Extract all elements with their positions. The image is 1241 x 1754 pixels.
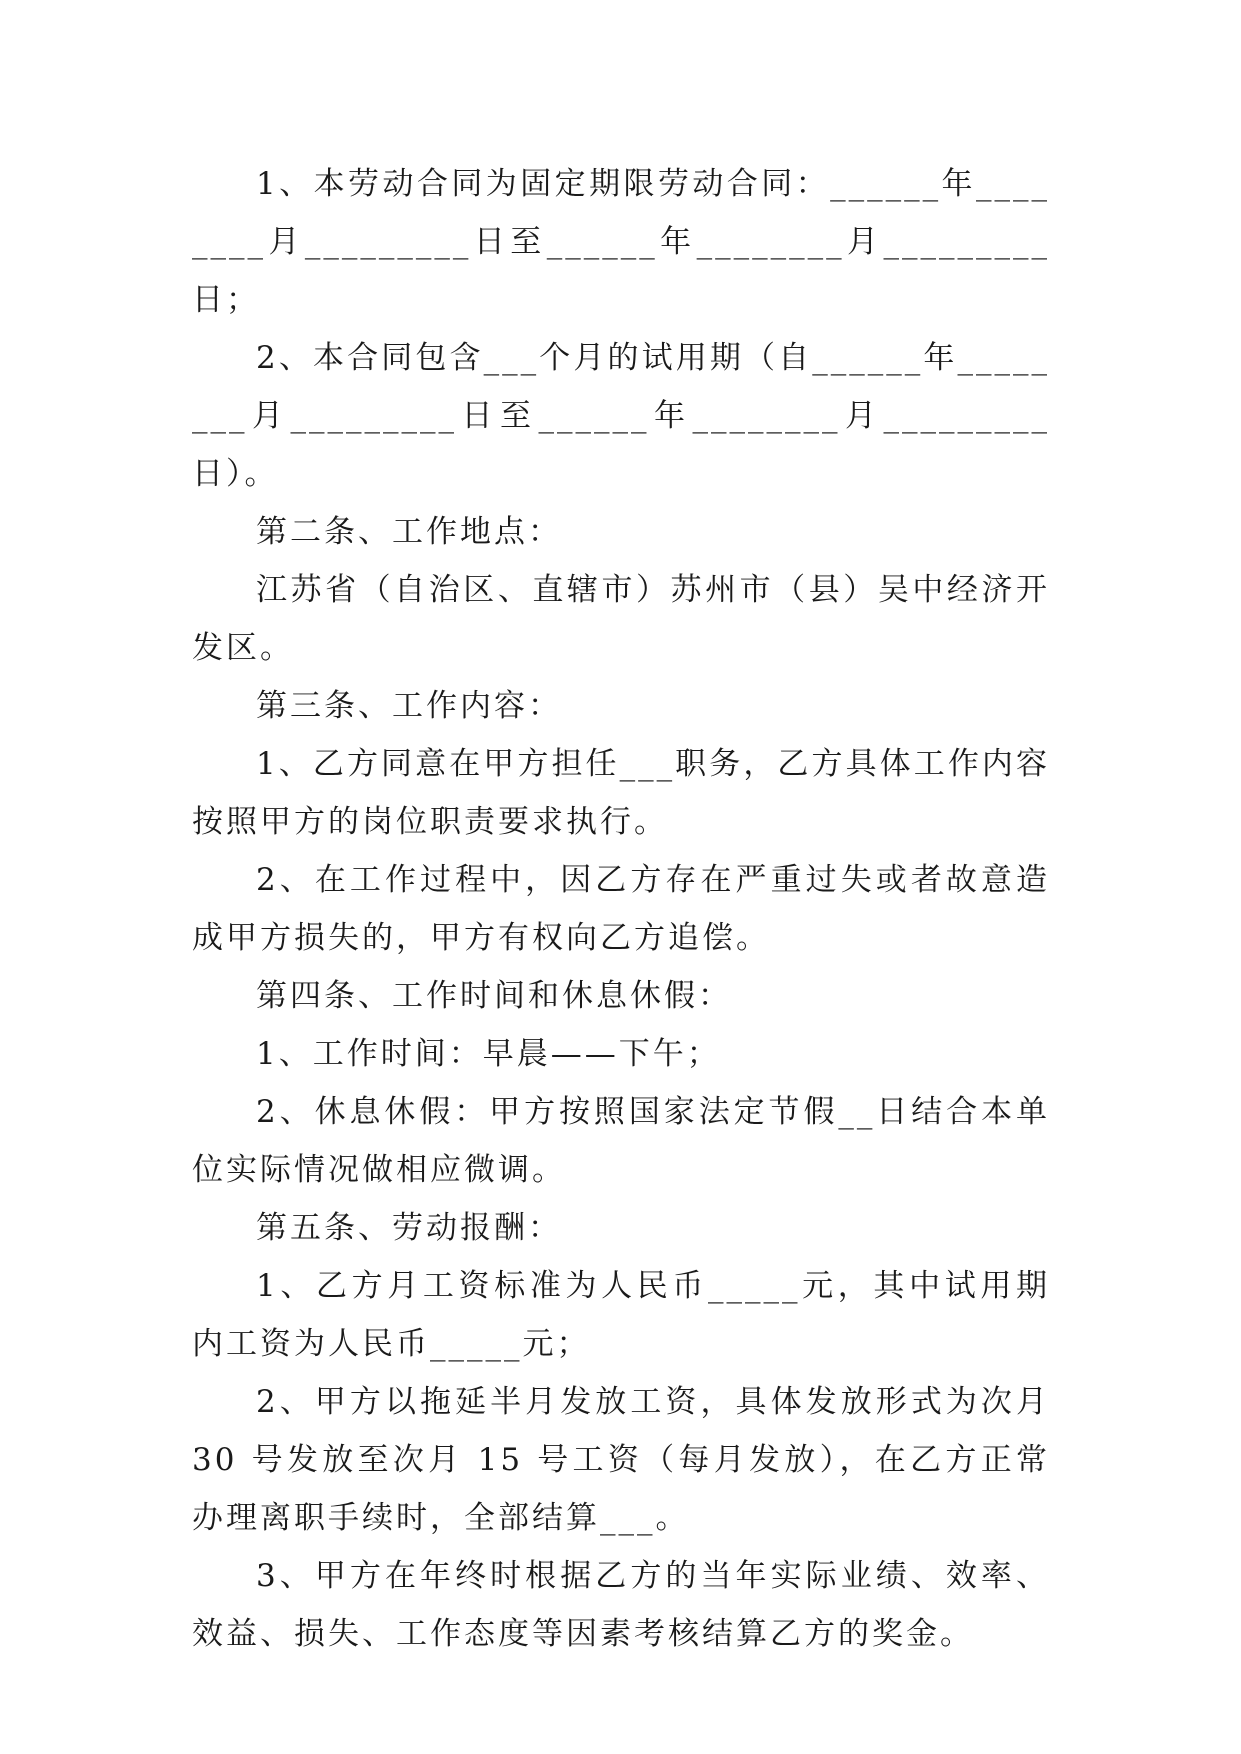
clause-4-2-holidays: 2、休息休假：甲方按照国家法定节假__日结合本单位实际情况做相应微调。 — [192, 1094, 1050, 1188]
article-5-heading: 第五条、劳动报酬： — [256, 1210, 562, 1246]
clause-1-1-contract-term: 1、本劳动合同为固定期限劳动合同：______年________月_________日至______年________月_________日； — [192, 166, 1050, 318]
clause-3-1-duties: 1、乙方同意在甲方担任___职务，乙方具体工作内容按照甲方的岗位职责要求执行。 — [192, 746, 1050, 840]
clause-3-2-compensation: 2、在工作过程中，因乙方存在严重过失或者故意造成甲方损失的，甲方有权向乙方追偿。 — [192, 862, 1050, 956]
document-page — [192, 155, 1063, 1663]
clause-5-1-salary: 1、乙方月工资标准为人民币_____元，其中试用期内工资为人民币_____元； — [192, 1268, 1050, 1362]
clause-4-1-hours: 1、工作时间：早晨——下午； — [256, 1036, 721, 1072]
article-4-heading: 第四条、工作时间和休息休假： — [256, 978, 732, 1014]
article-2-location: 江苏省（自治区、直辖市）苏州市（县）吴中经济开发区。 — [192, 572, 1050, 666]
clause-5-3-bonus: 3、甲方在年终时根据乙方的当年实际业绩、效率、效益、损失、工作态度等因素考核结算乙方的奖金。 — [192, 1558, 1050, 1652]
article-2-heading: 第二条、工作地点： — [256, 514, 562, 550]
clause-1-2-probation: 2、本合同包含___个月的试用期（自______年________月_________日至______年________月_________日）。 — [192, 340, 1050, 492]
article-3-heading: 第三条、工作内容： — [256, 688, 562, 724]
clause-5-2-payment: 2、甲方以拖延半月发放工资，具体发放形式为次月 30 号发放至次月 15 号工资（每月发放），在乙方正常办理离职手续时，全部结算___。 — [192, 1384, 1063, 1536]
